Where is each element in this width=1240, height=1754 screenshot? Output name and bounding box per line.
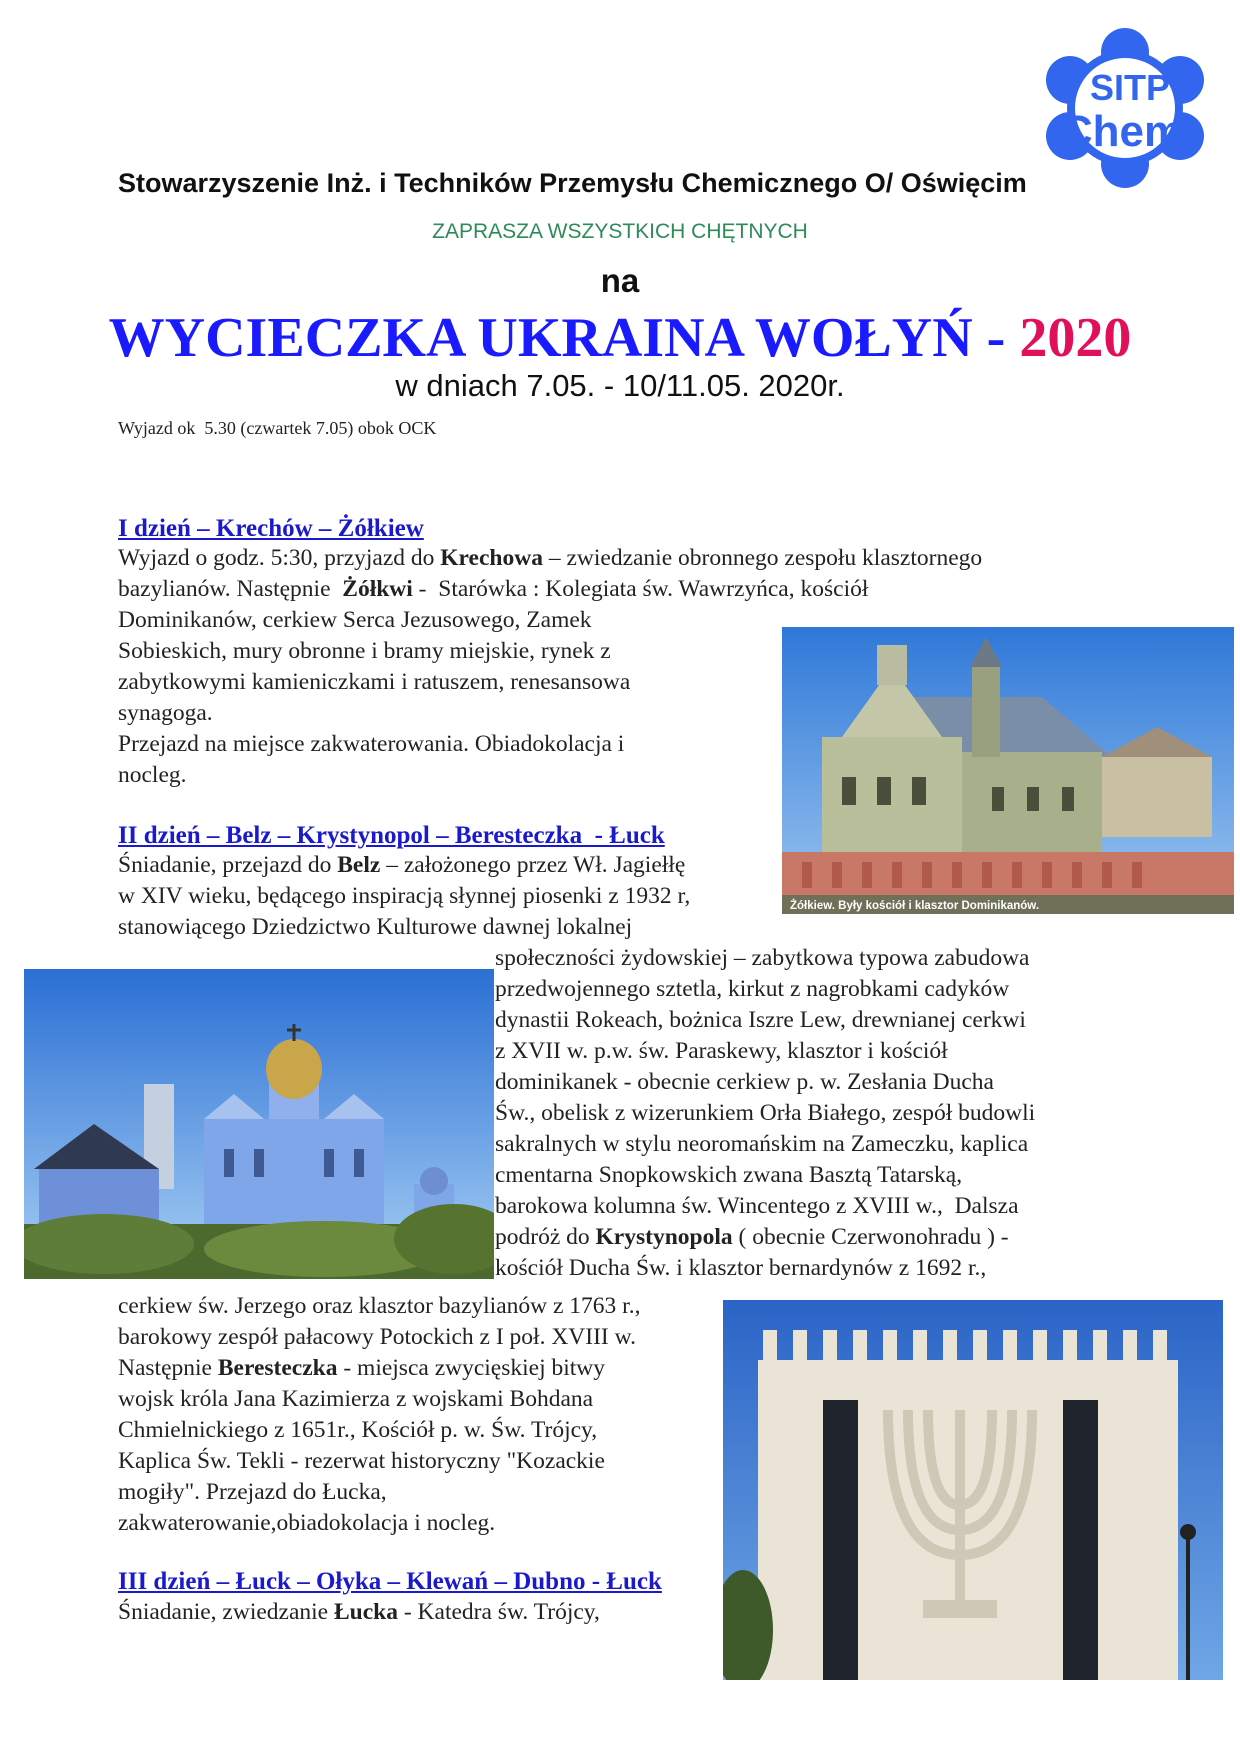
text-span: podróż do: [495, 1224, 596, 1250]
logo-text-top: SITP: [1089, 67, 1171, 108]
place-name: Beresteczka: [217, 1355, 338, 1381]
text-span: Śniadanie, przejazd do: [118, 852, 338, 878]
photo-synagogue: [723, 1300, 1223, 1680]
text-line: [118, 850, 690, 881]
text-span: Następnie: [118, 1355, 218, 1381]
title-separator: -: [972, 307, 1020, 369]
text-line: Chmielnickiego z 1651r., Kościół p. w. Św. Trójcy,: [118, 1417, 598, 1443]
na-word: na: [600, 262, 640, 299]
day2-description-middle: [495, 943, 1035, 1284]
text-line: [118, 574, 982, 605]
text-line: wojsk króla Jana Kazimierza z wojskami Bohdana: [118, 1386, 594, 1412]
text-span: - Starówka : Kolegiata św. Wawrzyńca, kościół: [412, 576, 869, 602]
day3-description: [118, 1597, 600, 1628]
text-line: [118, 1597, 600, 1628]
text-line: sakralnych w stylu neoromańskim na Zameczku, kaplica: [495, 1131, 1029, 1157]
text-line: z XVII w. p.w. św. Paraskewy, klasztor i kościół: [495, 1038, 948, 1064]
photo-blue-cathedral: [24, 969, 494, 1279]
place-name: Żółkwi: [342, 576, 413, 602]
departure-info: Wyjazd ok 5.30 (czwartek 7.05) obok OCK: [118, 418, 437, 438]
text-line: [495, 1222, 1035, 1253]
title-main: WYCIECZKA UKRAINA WOŁYŃ: [108, 307, 973, 369]
trip-dates: w dniach 7.05. - 10/11.05. 2020r.: [395, 368, 845, 403]
text-line: dominikanek - obecnie cerkiew p. w. Zesłania Ducha: [495, 1069, 994, 1095]
text-line: [118, 1353, 640, 1384]
text-span: - miejsca zwycięskiej bitwy: [337, 1355, 606, 1381]
text-line: w XIV wieku, będącego inspiracją słynnej piosenki z 1932 r,: [118, 883, 691, 909]
place-name: Łucka: [333, 1599, 398, 1625]
title-year: 2020: [1019, 307, 1132, 369]
day3-heading[interactable]: III dzień – Łuck – Ołyka – Klewań – Dubno - Łuck: [118, 1568, 662, 1595]
text-line: społeczności żydowskiej – zabytkowa typowa zabudowa: [495, 945, 1030, 971]
text-line: [118, 543, 982, 574]
text-line: synagoga.: [118, 700, 213, 726]
place-name: Krechowa: [440, 545, 543, 571]
text-line: mogiły". Przejazd do Łucka,: [118, 1479, 387, 1505]
day2-heading[interactable]: II dzień – Belz – Krystynopol – Beresteczka - Łuck: [118, 822, 665, 849]
sitp-chem-logo: [1030, 28, 1220, 188]
text-line: barokowy zespół pałacowy Potockich z I poł. XVIII w.: [118, 1324, 636, 1350]
day2-description-bottom: [118, 1291, 640, 1539]
text-line: cmentarna Snopkowskich zwana Basztą Tatarską,: [495, 1162, 963, 1188]
text-line: Przejazd na miejsce zakwaterowania. Obiadokolacja i: [118, 731, 625, 757]
text-span: – zwiedzanie obronnego zespołu klasztornego: [542, 545, 983, 571]
text-line: Św., obelisk z wizerunkiem Orła Białego, zespół budowli: [495, 1100, 1036, 1126]
text-span: bazylianów. Następnie: [118, 576, 343, 602]
text-line: Dominikanów, cerkiew Serca Jezusowego, Zamek: [118, 607, 592, 633]
place-name: Belz: [337, 852, 381, 878]
text-line: kościół Ducha Św. i klasztor bernardynów z 1692 r.,: [495, 1255, 987, 1281]
photo1-caption: Żółkiew. Były kościół i klasztor Dominikanów.: [790, 900, 1040, 912]
text-line: zakwaterowanie,obiadokolacja i nocleg.: [118, 1510, 496, 1536]
text-line: Kaplica Św. Tekli - rezerwat historyczny "Kozackie: [118, 1448, 605, 1474]
text-span: - Katedra św. Trójcy,: [397, 1599, 600, 1625]
day1-heading[interactable]: I dzień – Krechów – Żółkiew: [118, 515, 424, 542]
text-line: nocleg.: [118, 762, 187, 788]
text-line: Sobieskich, mury obronne i bramy miejskie, rynek z: [118, 638, 611, 664]
text-span: – założonego przez Wł. Jagiełłę: [380, 852, 686, 878]
text-line: stanowiącego Dziedzictwo Kulturowe dawnej lokalnej: [118, 914, 633, 940]
photo-zolkiew-church: [782, 627, 1234, 914]
text-line: przedwojennego sztetla, kirkut z nagrobkami cadyków: [495, 976, 1010, 1002]
text-span: Śniadanie, zwiedzanie: [118, 1599, 334, 1625]
invite-line: ZAPRASZA WSZYSTKICH CHĘTNYCH: [432, 220, 808, 243]
text-line: cerkiew św. Jerzego oraz klasztor bazylianów z 1763 r.,: [118, 1293, 641, 1319]
text-line: dynastii Rokeach, bożnica Iszre Lew, drewnianej cerkwi: [495, 1007, 1026, 1033]
logo-text-bottom: Chem: [1060, 107, 1184, 156]
day2-description-top: [118, 850, 690, 943]
place-name: Krystynopola: [595, 1224, 733, 1250]
text-line: zabytkowymi kamieniczkami i ratuszem, renesansowa: [118, 669, 631, 695]
page-title: [0, 306, 1240, 370]
text-line: barokowa kolumna św. Wincentego z XVIII w., Dalsza: [495, 1193, 1019, 1219]
organization-name: Stowarzyszenie Inż. i Techników Przemysłu Chemicznego O/ Oświęcim: [118, 168, 1027, 198]
text-span: Wyjazd o godz. 5:30, przyjazd do: [118, 545, 441, 571]
text-span: ( obecnie Czerwonohradu ) -: [732, 1224, 1009, 1250]
